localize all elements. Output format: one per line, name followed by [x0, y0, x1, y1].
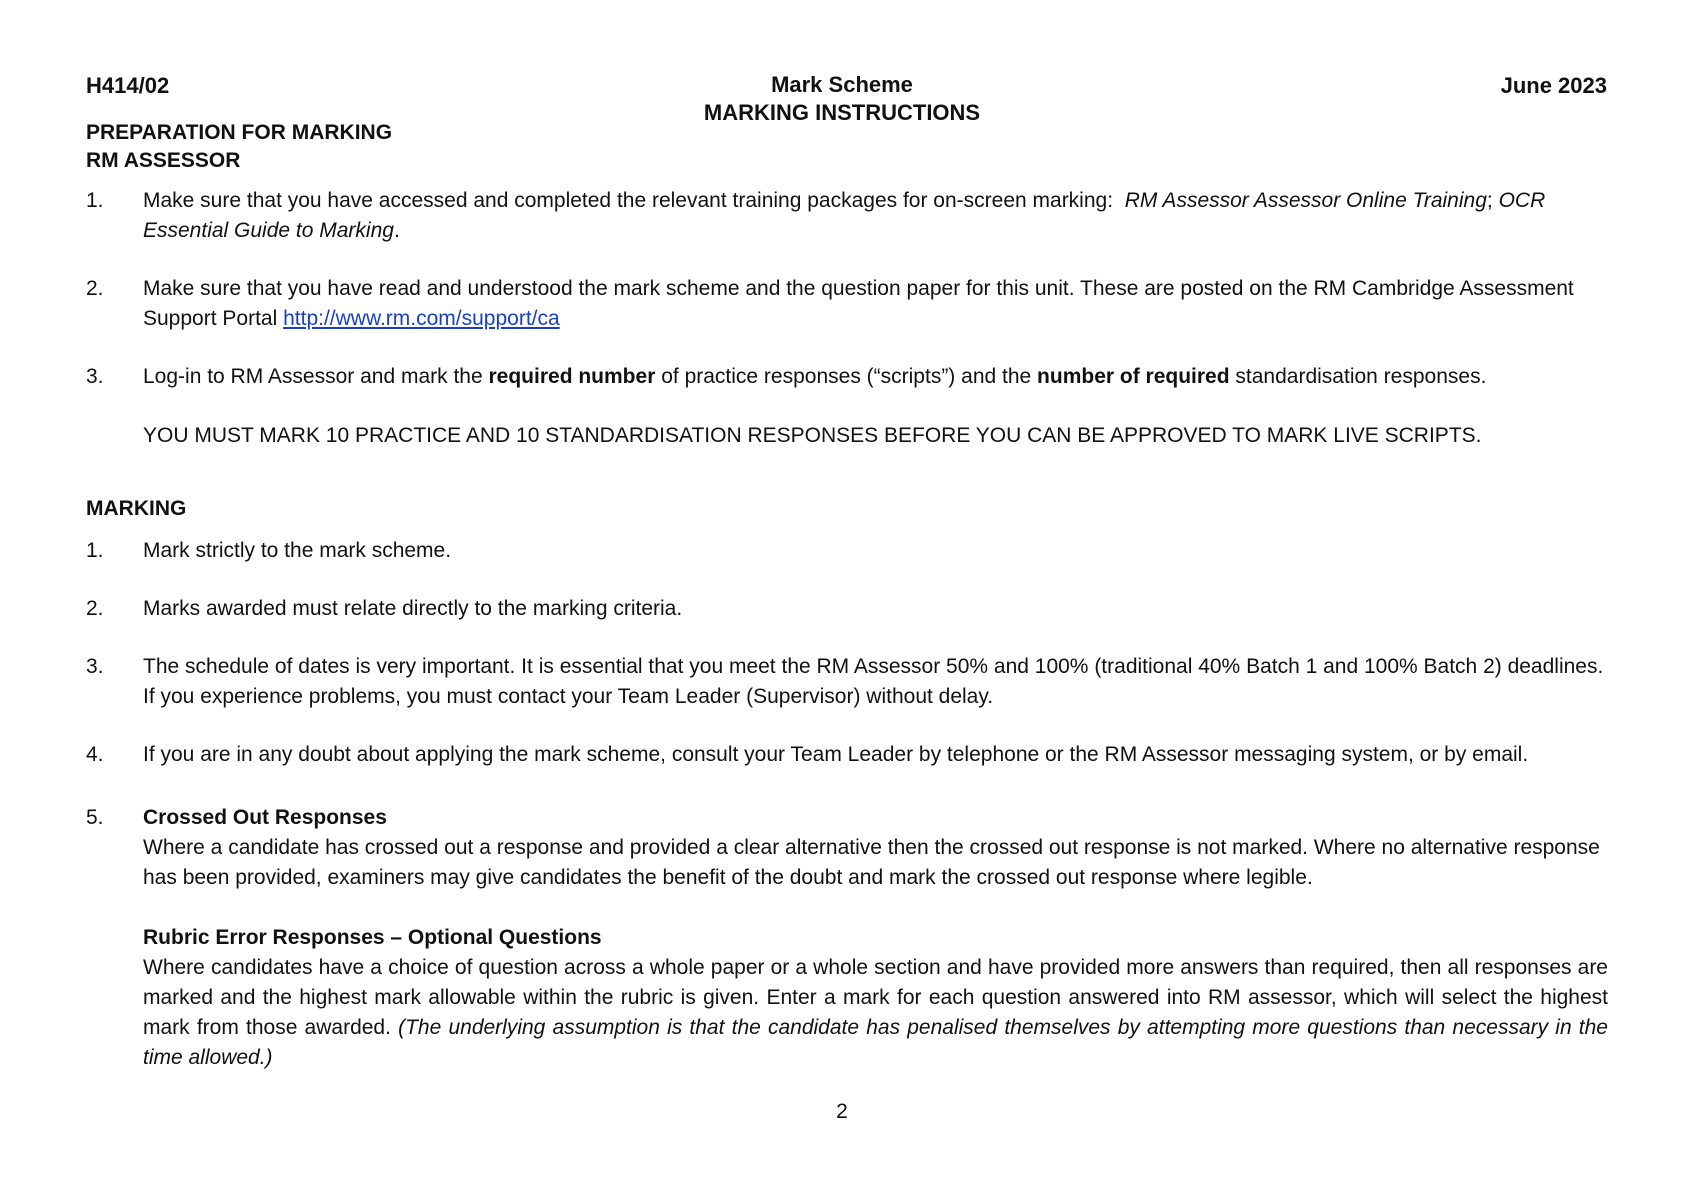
- item-text: of practice responses (“scripts”) and the: [661, 365, 1032, 388]
- emphasis-text: required number: [488, 365, 656, 388]
- mark-scheme-title: Mark Scheme: [771, 72, 913, 97]
- item-number: 1.: [86, 539, 104, 562]
- marking-item-5: [86, 803, 1608, 893]
- item-number: 4.: [86, 743, 104, 766]
- preparation-heading: PREPARATION FOR MARKING: [86, 121, 393, 144]
- crossed-out-text: Where a candidate has crossed out a response and provided a clear alternative then the crossed out response is not marked. Where no alternative response has been provided, examiners may give candidates the benefit of the doubt and mark the crossed out response where legible.: [143, 836, 1600, 889]
- period: .: [393, 219, 400, 242]
- item-text: Make sure that you have read and understood the mark scheme and the question paper for this unit. These are posted on the RM Cambridge Assessment Support Portal: [143, 277, 1574, 330]
- marking-item-3: [86, 652, 1608, 712]
- item-text: Marks awarded must relate directly to the marking criteria.: [143, 597, 683, 620]
- item-text: Log-in to RM Assessor and mark the: [143, 365, 483, 388]
- item-number: 1.: [86, 189, 104, 212]
- item-text: Mark strictly to the mark scheme.: [143, 539, 452, 562]
- marking-heading: MARKING: [86, 497, 187, 520]
- item-number: 3.: [86, 655, 104, 678]
- guide-name: OCR Essential Guide to Marking: [143, 189, 1546, 242]
- approval-notice: YOU MUST MARK 10 PRACTICE AND 10 STANDARDISATION RESPONSES BEFORE YOU CAN BE APPROVED TO MARK LIVE SCRIPTS.: [143, 424, 1482, 447]
- prep-item-2: [86, 274, 1608, 334]
- item-number: 2.: [86, 277, 104, 300]
- emphasis-text: number of required: [1037, 365, 1230, 388]
- page-number: 2: [836, 1100, 848, 1123]
- item-number: 3.: [86, 365, 104, 388]
- marking-item-1: [86, 536, 1608, 566]
- document-date: June 2023: [1500, 73, 1607, 98]
- item-text: standardisation responses.: [1235, 365, 1487, 388]
- rubric-section: [143, 923, 1608, 1073]
- rubric-body: [143, 953, 1608, 1073]
- support-portal-link[interactable]: http://www.rm.com/support/ca: [283, 307, 560, 330]
- separator: ;: [1486, 189, 1493, 212]
- item-number: 2.: [86, 597, 104, 620]
- prep-item-3: [86, 362, 1608, 392]
- rubric-title: Rubric Error Responses – Optional Questions: [143, 926, 602, 949]
- item-text: The schedule of dates is very important. It is essential that you meet the RM Assessor 50% and 100% (traditional 40% Batch 1 and 100% Batch 2) deadlines. If you experience problems, you must contact your Team Leader (Supervisor) without delay.: [143, 655, 1604, 708]
- rubric-assumption: (The underlying assumption is that the candidate has penalised themselves by attempting more questions than necessary in the time allowed.): [143, 1016, 1608, 1069]
- item-text: Make sure that you have accessed and completed the relevant training packages for on-screen marking:: [143, 189, 1114, 212]
- item-number: 5.: [86, 806, 104, 829]
- marking-item-4: [86, 740, 1608, 770]
- document-code: H414/02: [86, 73, 170, 98]
- rubric-text: Where candidates have a choice of question across a whole paper or a whole section and have provided more answers than required, then all responses are marked and the highest mark allowable within the rubric is given. Enter a mark for each question answered into RM assessor, which will select the highest mark from those awarded.: [143, 956, 1608, 1039]
- marking-instructions-title: MARKING INSTRUCTIONS: [703, 100, 981, 125]
- item-text: If you are in any doubt about applying the mark scheme, consult your Team Leader by telephone or the RM Assessor messaging system, or by email.: [143, 743, 1529, 766]
- marking-item-2: [86, 594, 1608, 624]
- crossed-out-title: Crossed Out Responses: [143, 806, 387, 829]
- prep-item-1: [86, 186, 1608, 246]
- rm-assessor-heading: RM ASSESSOR: [86, 149, 241, 172]
- training-package-name: RM Assessor Assessor Online Training: [1124, 189, 1487, 212]
